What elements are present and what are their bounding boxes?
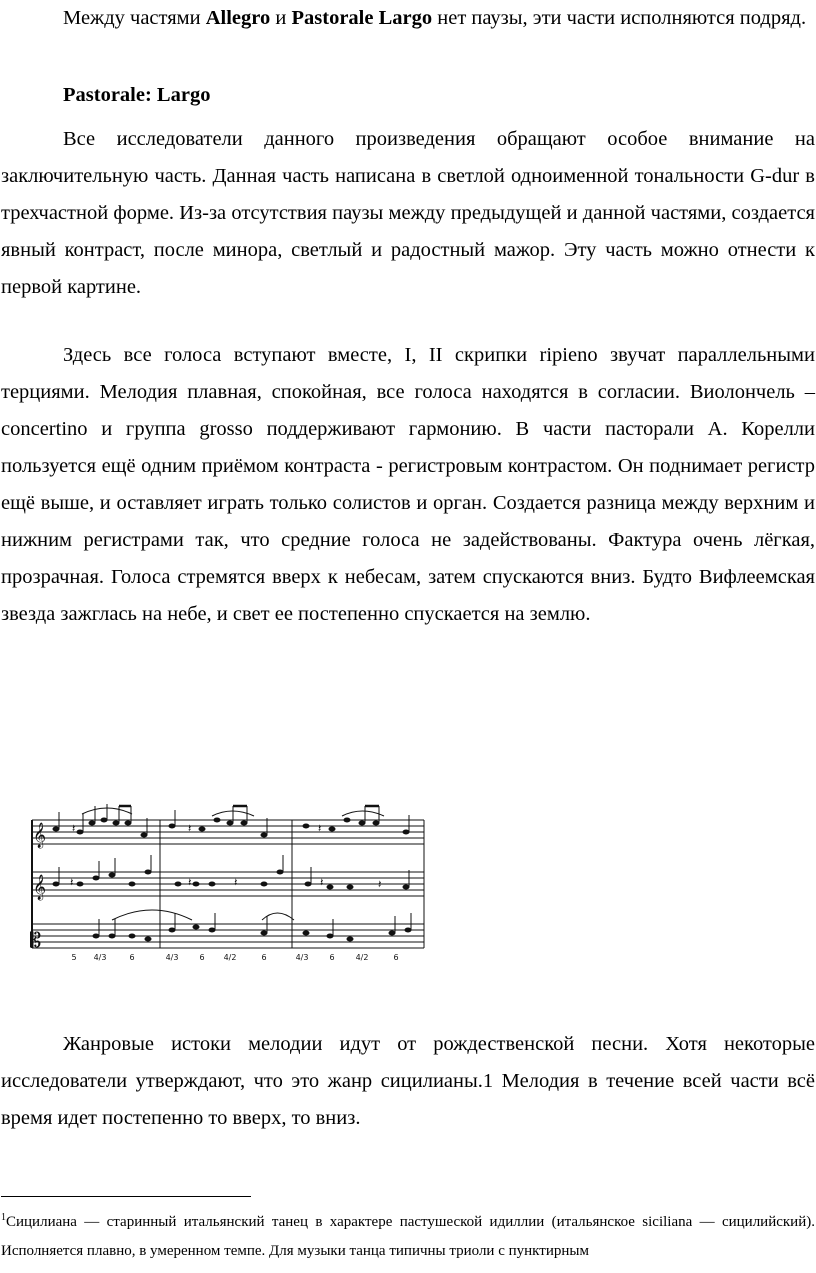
svg-text:𝄽: 𝄽 [70, 876, 74, 889]
svg-text:𝄽: 𝄽 [320, 876, 324, 889]
svg-text:𝄽: 𝄽 [378, 878, 382, 891]
svg-text:𝄽: 𝄽 [318, 822, 322, 835]
figure-9: 6 [329, 953, 335, 962]
intro-bold-pastorale: Pastorale Largo [291, 7, 433, 29]
figure-7: 6 [261, 953, 267, 962]
figure-5: 6 [199, 953, 205, 962]
intro-text-mid: и [270, 7, 292, 29]
figure-8: 4/3 [295, 953, 309, 962]
svg-text:𝄽: 𝄽 [188, 876, 192, 889]
intro-text-post: нет паузы, эти части исполняются подряд. [432, 7, 807, 29]
footnote-mark: 1 [1, 1212, 6, 1223]
figure-3: 6 [129, 953, 135, 962]
paragraph-genre: Жанровые истоки мелодии идут от рождественской песни. Хотя некоторые исследователи утверждают, что это жанр сицилианы.1 Мелодия в течение всей части всё время идет постепенно то вверх, то вниз. [1, 1033, 815, 1129]
figure-10: 4/2 [355, 953, 369, 962]
figure-11: 6 [393, 953, 399, 962]
score-image [12, 800, 432, 965]
figure-2: 4/3 [93, 953, 107, 962]
paragraph-intro [1, 0, 815, 37]
paragraph-description: Все исследователи данного произведения обращают особое внимание на заключительную часть. Данная часть написана в светлой одноименной тональности G-dur в трехчастной форме. Из-за отсутствия паузы между предыдущей и данной частями, создается явный контраст, после минора, светлый и радостный мажор. Эту часть можно отнести к первой картине. [1, 128, 815, 298]
figure-1: 5 [71, 953, 77, 962]
footnote-text: Сицилиана — старинный итальянский танец в характере пастушеской идиллии (итальянское siciliana — сицилийский). Исполняется плавно, в умеренном темпе. Для музыки танца типичны триоли с пунктирным [1, 1214, 815, 1259]
svg-text:𝄞: 𝄞 [33, 823, 47, 848]
section-heading: Pastorale: Largo [63, 84, 211, 106]
svg-text:𝄽: 𝄽 [188, 822, 192, 835]
svg-text:𝄡: 𝄡 [30, 928, 42, 952]
figure-6: 4/2 [223, 953, 237, 962]
paragraph-analysis: Здесь все голоса вступают вместе, I, II скрипки ripieno звучат параллельными терциями. Мелодия плавная, спокойная, все голоса находятся в согласии. Виолончель – concertino и группа grosso поддерживают гармонию. В части пасторали А. Корелли пользуется ещё одним приёмом контраста - регистровым контрастом. Он поднимает регистр ещё выше, и оставляет играть только солистов и орган. Создается разница между верхним и нижним регистрами так, что средние голоса не задействованы. Фактура очень лёгкая, прозрачная. Голоса стремятся вверх к небесам, затем спускаются вниз. Будто Вифлеемская звезда зажглась на небе, и свет ее постепенно спускается на землю. [1, 344, 815, 625]
footnote-separator [1, 1196, 251, 1197]
svg-text:𝄽: 𝄽 [234, 876, 238, 889]
figure-4: 4/3 [165, 953, 179, 962]
svg-text:𝄞: 𝄞 [33, 875, 47, 900]
music-score-excerpt [12, 800, 432, 970]
footnote [1, 1203, 815, 1266]
svg-text:𝄽: 𝄽 [72, 822, 76, 835]
intro-text-pre: Между частями [63, 7, 206, 29]
intro-bold-allegro: Allegro [205, 7, 271, 29]
